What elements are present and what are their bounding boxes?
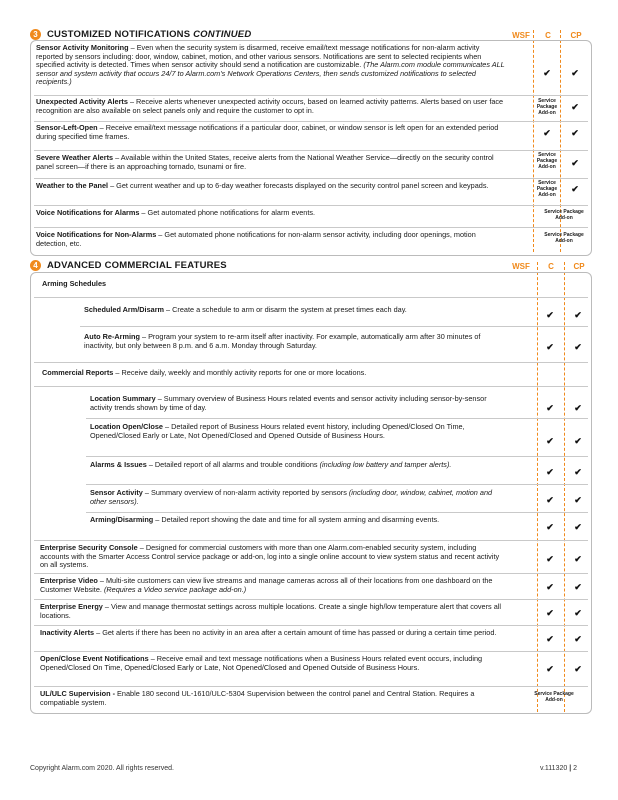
row-divider <box>34 625 588 626</box>
arming-schedules-label: Arming Schedules <box>42 279 107 288</box>
check-cp: ✔ <box>574 467 582 477</box>
row-divider <box>34 150 588 151</box>
check-cp: ✔ <box>574 634 582 644</box>
section-number: 3 <box>30 29 41 40</box>
check-c: ✔ <box>546 582 554 592</box>
col-cp: CP <box>573 262 585 271</box>
check-c: ✔ <box>546 436 554 446</box>
check-cp: ✔ <box>571 158 579 168</box>
package-badge: Service Package Add-on <box>536 152 558 170</box>
feature-row: Voice Notifications for Alarms – Get automated phone notifications for alarm events. <box>36 208 316 217</box>
row-divider <box>34 227 588 228</box>
row-divider <box>86 456 588 457</box>
row-divider <box>86 512 588 513</box>
feature-row: Enterprise Security Console – Designed for commercial customers with more than one Alarm.com-enabled security system, including accounts with the Smarter Access Control service package or add-on, log into a single online account to view system status and recent activity on all systems. <box>40 543 500 570</box>
feature-row: Weather to the Panel – Get current weather and up to 6-day weather forecasts displayed on the security control panel screen and keypads. <box>36 181 489 190</box>
check-cp: ✔ <box>571 128 579 138</box>
check-cp: ✔ <box>574 582 582 592</box>
feature-row: Arming/Disarming – Detailed report showing the date and time for all system arming and disarming events. <box>90 515 440 524</box>
check-cp: ✔ <box>571 68 579 78</box>
package-badge: Service Package Add-on <box>534 691 574 703</box>
feature-row: Location Open/Close – Detailed report of Business Hours related event history, including Opened/Closed On Time, Opened/Closed Early or Late, Not Opened/Closed and Opened Outside of Business Hours. <box>90 422 465 440</box>
row-divider <box>34 121 588 122</box>
check-cp: ✔ <box>571 102 579 112</box>
check-c: ✔ <box>546 403 554 413</box>
feature-row: Sensor Activity Monitoring – Even when the security system is disarmed, receive email/text message notifications for non-alarm activity reported by sensors including: door, window, cabinet, motion, and other various sensors. Notifications are sent to selected recipients when specified activity is detected. Times when sensor activity should send a notification are customizable. (The Alarm.com module communicates ALL sensor and system activity that occurs 24/7 to Alarm.com's Network Operations Centers, then sends customized notifications to selected recipients.) <box>36 43 505 87</box>
col-wsf: WSF <box>512 262 530 271</box>
feature-row: Enterprise Energy – View and manage thermostat settings across multiple locations. Create a single high/low temperature alert that covers all locations. <box>40 602 502 620</box>
check-c: ✔ <box>546 495 554 505</box>
check-c: ✔ <box>546 664 554 674</box>
row-divider <box>34 178 588 179</box>
row-divider <box>34 95 588 96</box>
check-c: ✔ <box>546 608 554 618</box>
copyright: Copyright Alarm.com 2020. All rights reserved. <box>30 765 174 772</box>
check-c: ✔ <box>546 342 554 352</box>
section-4-header <box>30 258 590 272</box>
check-c: ✔ <box>546 522 554 532</box>
check-cp: ✔ <box>574 342 582 352</box>
row-divider <box>34 686 588 687</box>
section-title: ADVANCED COMMERCIAL FEATURES <box>47 259 227 271</box>
check-cp: ✔ <box>574 664 582 674</box>
col-wsf: WSF <box>512 31 530 40</box>
feature-row: Alarms & Issues – Detailed report of all alarms and trouble conditions (including low battery and tamper alerts). <box>90 460 452 469</box>
check-cp: ✔ <box>574 310 582 320</box>
check-c: ✔ <box>546 467 554 477</box>
package-badge: Service Package Add-on <box>536 98 558 116</box>
row-divider <box>34 599 588 600</box>
col-cp: CP <box>570 31 582 40</box>
col-c: C <box>545 31 551 40</box>
check-cp: ✔ <box>574 554 582 564</box>
feature-row: Open/Close Event Notifications – Receive email and text message notifications when a Business Hours related event occurs, including Opened/Closed On Time, Opened/Closed Early or Late, Not Opened/Closed and Opened Outside of Business Hours. <box>40 654 483 672</box>
check-c: ✔ <box>546 554 554 564</box>
row-divider <box>86 484 588 485</box>
feature-row: Auto Re-Arming – Program your system to re-arm itself after inactivity. For example, automatically arm after 30 minutes of inactivity, but only between 8 p.m. and 6 a.m. Monday through Saturday. <box>84 332 481 350</box>
check-cp: ✔ <box>574 403 582 413</box>
row-divider <box>34 297 588 298</box>
section-3-header <box>30 27 590 41</box>
feature-row: Voice Notifications for Non-Alarms – Get automated phone notifications for non-alarm sensor activity, including door openings, motion detection, etc. <box>36 230 476 248</box>
section-title: CUSTOMIZED NOTIFICATIONS CONTINUED <box>47 28 252 40</box>
col-c: C <box>548 262 554 271</box>
feature-row: Sensor-Left-Open – Receive email/text message notifications if a particular door, cabinet, or window sensor is left open for an extended period during specified time frames. <box>36 123 499 141</box>
package-badge: Service Package Add-on <box>544 232 584 244</box>
section-number: 4 <box>30 260 41 271</box>
feature-row: Enterprise Video – Multi-site customers can view live streams and manage cameras across all of their locations from one dashboard on the Customer Website. (Requires a Video service package add-on.) <box>40 576 493 594</box>
row-divider <box>34 651 588 652</box>
row-divider <box>34 205 588 206</box>
check-cp: ✔ <box>574 495 582 505</box>
check-cp: ✔ <box>571 184 579 194</box>
feature-row: Inactivity Alerts – Get alerts if there has been no activity in an area after a certain amount of time has passed or during a certain time period. <box>40 628 497 637</box>
feature-row: Scheduled Arm/Disarm – Create a schedule to arm or disarm the system at preset times each day. <box>84 305 407 314</box>
feature-row: Unexpected Activity Alerts – Receive alerts whenever unexpected activity occurs, based on learned activity patterns. Alerts based on user face recognition are also available on select panels only and require the customer to opt in. <box>36 97 504 115</box>
check-c: ✔ <box>543 68 551 78</box>
row-divider <box>34 573 588 574</box>
check-cp: ✔ <box>574 608 582 618</box>
check-c: ✔ <box>543 128 551 138</box>
row-divider <box>86 418 588 419</box>
check-c: ✔ <box>546 634 554 644</box>
check-c: ✔ <box>546 310 554 320</box>
feature-row: UL/ULC Supervision - Enable 180 second UL-1610/ULC-5304 Supervision between the control panel and Central Station. Requires a compatiable system. <box>40 689 475 707</box>
package-badge: Service Package Add-on <box>536 180 558 198</box>
check-cp: ✔ <box>574 436 582 446</box>
feature-row: Sensor Activity – Summary overview of non-alarm activity reported by sensors (including door, window, cabinet, motion and other sensors). <box>90 488 493 506</box>
row-divider <box>34 540 588 541</box>
feature-row: Severe Weather Alerts – Available within the United States, receive alerts from the National Weather Service—directly on the security control panel screen—if there is an approaching tornado, tsunami or fire. <box>36 153 494 171</box>
check-cp: ✔ <box>574 522 582 532</box>
row-divider <box>80 326 588 327</box>
commercial-reports-row: Commercial Reports – Receive daily, weekly and monthly activity reports for one or more locations. <box>42 368 367 377</box>
row-divider <box>34 386 588 387</box>
package-badge: Service Package Add-on <box>544 209 584 221</box>
row-divider <box>34 362 588 363</box>
feature-row: Location Summary – Summary overview of Business Hours related events and sensor activity including sensor-by-sensor activity trends shown by time of day. <box>90 394 487 412</box>
page-footer: v.111320 | 2 <box>540 765 578 772</box>
